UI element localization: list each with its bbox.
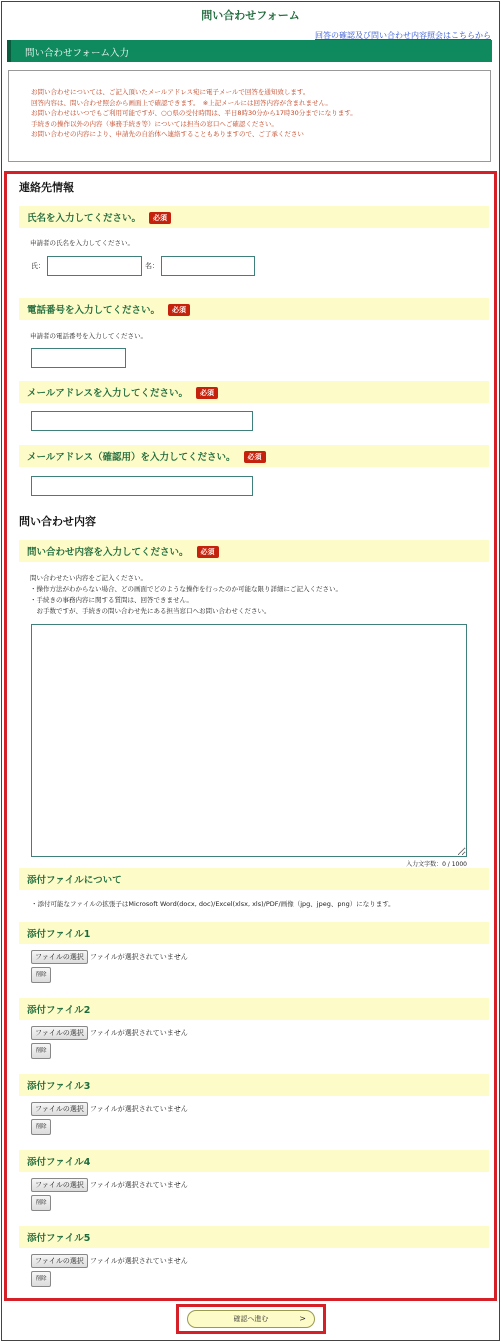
- inquiry-heading: 問い合わせ内容: [19, 515, 96, 528]
- attachment-2-heading: [19, 998, 489, 1020]
- attachment-4-picker: [31, 1178, 188, 1192]
- phone-field-heading: [19, 298, 489, 320]
- notice-line: 手続きの操作以外の内容（事務手続き等）については担当の窓口へご確認ください。: [31, 119, 278, 128]
- first-name-label: 名：: [145, 262, 159, 270]
- inquiry-lookup-link[interactable]: 回答の確認及び問い合わせ内容照会はこちらから: [315, 31, 491, 40]
- inquiry-description-line: 問い合わせたい内容をご記入ください。: [30, 574, 147, 582]
- email-confirm-input[interactable]: [31, 476, 253, 496]
- inquiry-field-label: 問い合わせ内容を入力してください。: [27, 547, 189, 558]
- proceed-to-confirm-button[interactable]: [187, 1310, 315, 1328]
- notice-line: お問い合わせの内容により、申請先の自治体へ連絡することもありますので、ご了承ください: [31, 130, 304, 138]
- choose-file-button-2[interactable]: ファイルの選択: [31, 1026, 88, 1040]
- first-name-input[interactable]: [161, 256, 255, 276]
- notice-line: お問い合わせについては、ご記入頂いたメールアドレス宛に電子メールで回答を通知致します。: [31, 88, 310, 96]
- name-field-heading: [19, 206, 489, 228]
- attachments-heading-label: 添付ファイルについて: [27, 875, 122, 886]
- email-field-label: メールアドレスを入力してください。: [27, 388, 189, 399]
- email-confirm-field-heading: [19, 445, 489, 467]
- no-file-text: ファイルが選択されていません: [89, 1181, 188, 1189]
- delete-file-button-1[interactable]: 削除: [31, 967, 51, 983]
- required-badge: 必須: [168, 304, 190, 316]
- attachment-1-picker: [31, 950, 188, 964]
- last-name-input[interactable]: [47, 256, 142, 276]
- choose-file-button-3[interactable]: ファイルの選択: [31, 1102, 88, 1116]
- delete-file-button-5[interactable]: 削除: [31, 1271, 51, 1287]
- attachments-description: ・添付可能なファイルの拡張子はMicrosoft Word(docx, doc)/Excel(xlsx, xls)/PDF/画像（jpg、jpeg、png）になります。: [31, 900, 395, 908]
- delete-file-button-3[interactable]: 削除: [31, 1119, 51, 1135]
- delete-file-button-2[interactable]: 削除: [31, 1043, 51, 1059]
- phone-field-label: 電話番号を入力してください。: [27, 305, 161, 316]
- required-badge: 必須: [196, 387, 218, 399]
- email-input[interactable]: [31, 411, 253, 431]
- attachment-3-picker: [31, 1102, 188, 1116]
- name-description: 申請者の氏名を入力してください。: [30, 239, 134, 247]
- attachment-2-label: 添付ファイル2: [27, 1005, 91, 1016]
- choose-file-button-5[interactable]: ファイルの選択: [31, 1254, 88, 1268]
- phone-description: 申請者の電話番号を入力してください。: [30, 332, 147, 340]
- attachment-2-picker: [31, 1026, 188, 1040]
- inquiry-description-line: ・操作方法がわからない場合、どの画面でどのような操作を行ったのか可能な限り詳細にご記入ください。: [30, 585, 342, 593]
- inquiry-textarea[interactable]: [31, 624, 467, 857]
- attachment-5-label: 添付ファイル5: [27, 1233, 91, 1244]
- notice-line: 回答内容は、問い合わせ照会から画面上で確認できます。 ※上記メールには回答内容が含まれません。: [31, 98, 332, 107]
- choose-file-button-4[interactable]: ファイルの選択: [31, 1178, 88, 1192]
- email-field-heading: [19, 381, 489, 403]
- attachment-4-label: 添付ファイル4: [27, 1157, 91, 1168]
- attachments-heading: [19, 868, 489, 890]
- section-heading: 問い合わせフォーム入力: [7, 40, 492, 62]
- character-counter: 入力文字数：0 / 1000: [406, 861, 467, 868]
- email-confirm-field-label: メールアドレス（確認用）を入力してください。: [27, 452, 236, 463]
- attachment-1-heading: [19, 922, 489, 944]
- inquiry-field-heading: [19, 540, 489, 562]
- attachment-3-label: 添付ファイル3: [27, 1081, 91, 1092]
- no-file-text: ファイルが選択されていません: [89, 1257, 188, 1265]
- delete-file-button-4[interactable]: 削除: [31, 1195, 51, 1211]
- last-name-label: 氏：: [31, 262, 45, 270]
- no-file-text: ファイルが選択されていません: [89, 953, 188, 961]
- chevron-right-icon: >: [299, 1314, 306, 1323]
- phone-input[interactable]: [31, 348, 126, 368]
- attachment-4-heading: [19, 1150, 489, 1172]
- attachment-5-heading: [19, 1226, 489, 1248]
- inquiry-description-line: ・手続きの事務内容に関する質問は、回答できません。: [30, 596, 193, 604]
- required-badge: 必須: [244, 451, 266, 463]
- attachment-3-heading: [19, 1074, 489, 1096]
- attachment-5-picker: [31, 1254, 188, 1268]
- contact-heading: 連絡先情報: [19, 181, 74, 194]
- name-field-label: 氏名を入力してください。: [27, 213, 142, 224]
- inquiry-description-line: お手数ですが、手続きの問い合わせ先にある担当窓口へお問い合わせください。: [30, 607, 271, 615]
- attachment-1-label: 添付ファイル1: [27, 929, 91, 940]
- no-file-text: ファイルが選択されていません: [89, 1105, 188, 1113]
- proceed-button-label: 確認へ進む: [233, 1315, 269, 1323]
- choose-file-button-1[interactable]: ファイルの選択: [31, 950, 88, 964]
- page-title: 問い合わせフォーム: [201, 9, 300, 22]
- notice-line: お問い合わせはいつでもご利用可能ですが、○○県の受付時間は、平日8時30分から17時30分までになります。: [31, 109, 357, 117]
- notice-box: [8, 70, 491, 162]
- required-badge: 必須: [197, 546, 219, 558]
- required-badge: 必須: [149, 212, 171, 224]
- no-file-text: ファイルが選択されていません: [89, 1029, 188, 1037]
- submit-highlight-box: [176, 1304, 326, 1334]
